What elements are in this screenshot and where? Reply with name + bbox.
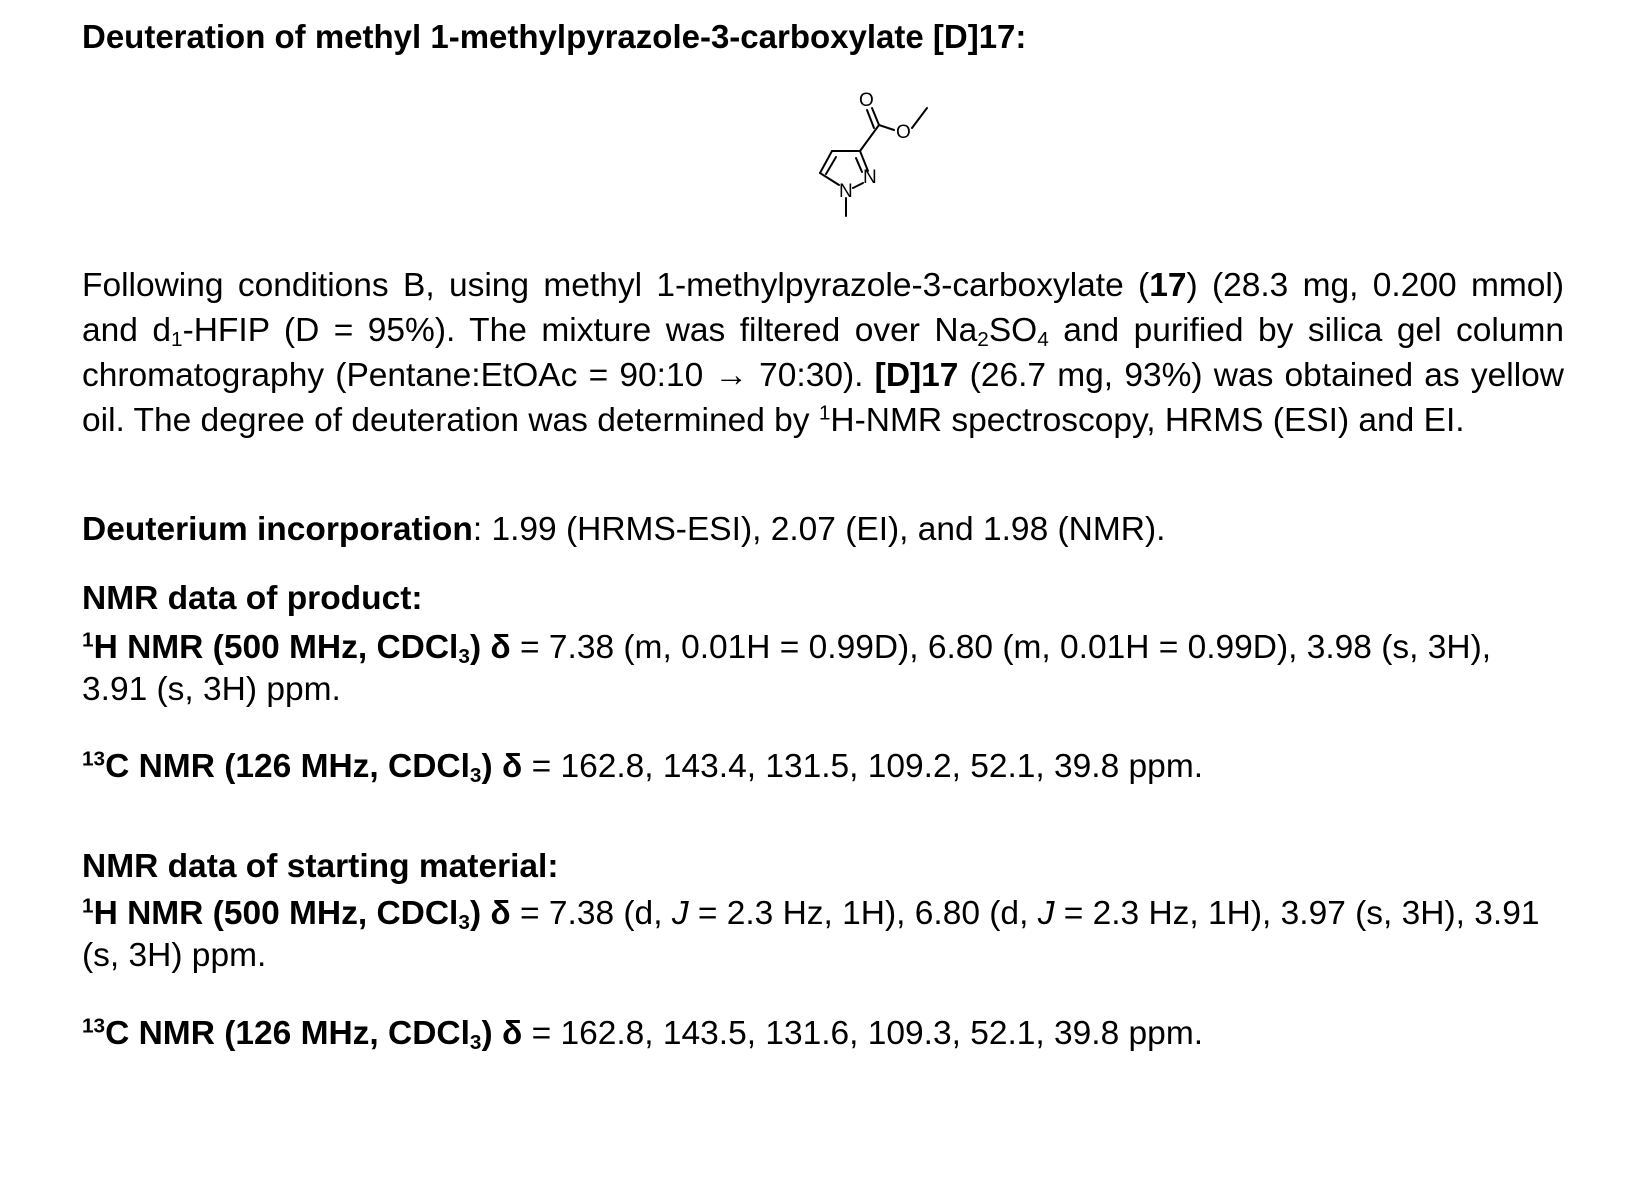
atom-n-ring: N bbox=[863, 167, 877, 188]
nmr-label: H NMR (500 MHz, CDCl bbox=[93, 895, 459, 932]
procedure-text: -HFIP (D = 95%). The mixture was filtered over Na bbox=[182, 312, 978, 349]
starting-material-nmr-heading: NMR data of starting material: bbox=[82, 848, 559, 885]
starting-material-1h-nmr bbox=[82, 893, 1564, 977]
incorporation-label: Deuterium incorporation bbox=[82, 511, 473, 548]
nmr-values: = 2.3 Hz, 1H), 3.97 (s, 3H), 3.91 (s, 3H) ppm. bbox=[82, 895, 1540, 974]
procedure-text: H-NMR spectroscopy, HRMS (ESI) and EI. bbox=[830, 402, 1465, 439]
superscript: 13 bbox=[82, 1014, 106, 1038]
nmr-label: C NMR (126 MHz, CDCl bbox=[105, 1015, 470, 1052]
nmr-values: = 162.8, 143.4, 131.5, 109.2, 52.1, 39.8 ppm. bbox=[522, 748, 1204, 785]
product-13c-nmr bbox=[82, 746, 1564, 788]
page-title: Deuteration of methyl 1-methylpyrazole-3-carboxylate [D]17: bbox=[82, 18, 1027, 55]
product-nmr-heading: NMR data of product: bbox=[82, 580, 423, 617]
nmr-values: = 7.38 (m, 0.01H = 0.99D), 6.80 (m, 0.01H = 0.99D), 3.98 (s, 3H), 3.91 (s, 3H) ppm. bbox=[82, 629, 1492, 708]
compound-number: 17 bbox=[1149, 267, 1187, 304]
nmr-values: = 162.8, 143.5, 131.6, 109.3, 52.1, 39.8 ppm. bbox=[522, 1015, 1204, 1052]
procedure-text: ) (28.3 mg, 0.200 mmol) and d bbox=[82, 267, 1564, 349]
atom-o-carbonyl: O bbox=[859, 90, 874, 111]
deuterium-incorporation bbox=[82, 511, 1165, 549]
procedure-text: (26.7 mg, 93%) was obtained as yellow oil. The degree of deuteration was determined by bbox=[82, 357, 1564, 439]
subscript: 3 bbox=[458, 645, 470, 669]
subscript: 1 bbox=[171, 328, 183, 352]
product-1h-nmr bbox=[82, 627, 1564, 711]
subscript: 4 bbox=[1037, 328, 1049, 352]
subscript: 3 bbox=[469, 764, 482, 788]
subscript: 3 bbox=[458, 911, 470, 935]
nmr-label: ) δ bbox=[469, 629, 511, 666]
atom-n-methyl: N bbox=[839, 181, 853, 202]
incorporation-values: : 1.99 (HRMS-ESI), 2.07 (EI), and 1.98 (NMR). bbox=[472, 511, 1166, 548]
procedure-text: and purified by silica gel column chromatography (Pentane:EtOAc = 90:10 → 70:30). bbox=[82, 312, 1564, 394]
procedure-text: Following conditions B, using methyl 1-methylpyrazole-3-carboxylate ( bbox=[82, 267, 1150, 304]
chemical-structure bbox=[762, 88, 982, 238]
nmr-label: H NMR (500 MHz, CDCl bbox=[93, 629, 459, 666]
nmr-values: = 2.3 Hz, 1H), 6.80 (d, bbox=[688, 895, 1038, 932]
subscript: 3 bbox=[469, 1031, 482, 1055]
product-label: [D]17 bbox=[874, 357, 959, 394]
nmr-label: ) δ bbox=[469, 895, 511, 932]
atom-o-ester: O bbox=[896, 122, 911, 143]
nmr-values: = 7.38 (d, bbox=[510, 895, 672, 932]
superscript: 1 bbox=[818, 401, 831, 425]
subscript: 2 bbox=[977, 328, 989, 352]
coupling-constant-symbol: J bbox=[1037, 895, 1055, 932]
superscript: 13 bbox=[82, 747, 106, 771]
starting-material-13c-nmr bbox=[82, 1013, 1564, 1055]
coupling-constant-symbol: J bbox=[671, 895, 689, 932]
nmr-label: C NMR (126 MHz, CDCl bbox=[105, 748, 470, 785]
procedure-paragraph bbox=[82, 263, 1564, 443]
nmr-label: ) δ bbox=[481, 748, 523, 785]
superscript: 1 bbox=[82, 628, 94, 652]
procedure-text: SO bbox=[988, 312, 1038, 349]
superscript: 1 bbox=[82, 894, 94, 918]
nmr-label: ) δ bbox=[481, 1015, 523, 1052]
